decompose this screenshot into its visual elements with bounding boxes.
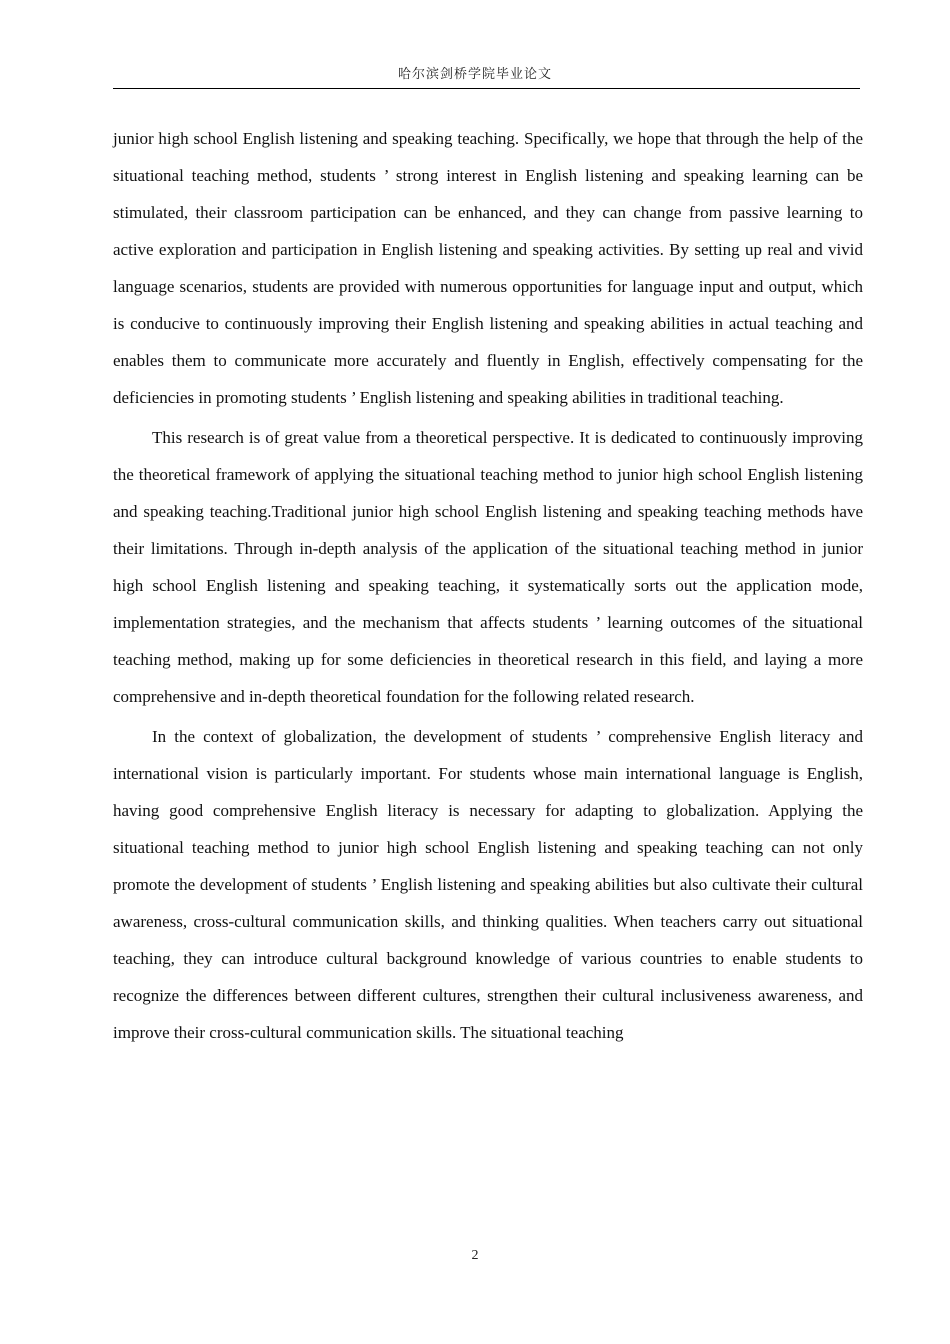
- running-header-title: 哈尔滨剑桥学院毕业论文: [397, 67, 552, 82]
- header-divider: [113, 88, 860, 89]
- paragraph-3: In the context of globalization, the development of students ’ comprehensive English literacy and international vision is particularly important. For students whose main international language is English, having good comprehensive English literacy is necessary for adapting to globalization. Applying the situational teaching method to junior high school English listening and speaking teaching can not only promote the development of students ’ English listening and speaking abilities but also cultivate their cultural awareness, cross-cultural communication skills, and thinking qualities. When teachers carry out situational teaching, they can introduce cultural background knowledge of various countries to enable students to recognize the differences between different cultures, strengthen their cultural inclusiveness awareness, and improve their cross-cultural communication skills. The situational teaching: [113, 727, 863, 1042]
- page-number: 2: [471, 1248, 479, 1263]
- paragraph-1: junior high school English listening and speaking teaching. Specifically, we hope that through the help of the situational teaching method, students ’ strong interest in English listening and speaking learning can be stimulated, their classroom participation can be enhanced, and they can change from passive learning to active exploration and participation in English listening and speaking activities. By setting up real and vivid language scenarios, students are provided with numerous opportunities for language input and output, which is conducive to continuously improving their English listening and speaking abilities in actual teaching and enables them to communicate more accurately and fluently in English, effectively compensating for the deficiencies in promoting students ’ English listening and speaking abilities in traditional teaching.: [113, 129, 863, 407]
- body-text: [113, 120, 863, 1051]
- paragraph-2: This research is of great value from a theoretical perspective. It is dedicated to continuously improving the theoretical framework of applying the situational teaching method to junior high school English listening and speaking teaching.Traditional junior high school English listening and speaking teaching methods have their limitations. Through in-depth analysis of the application of the situational teaching method in junior high school English listening and speaking teaching, it systematically sorts out the application mode, implementation strategies, and the mechanism that affects students ’ learning outcomes of the situational teaching method, making up for some deficiencies in theoretical research in this field, and laying a more comprehensive and in-depth theoretical foundation for the following related research.: [113, 428, 863, 706]
